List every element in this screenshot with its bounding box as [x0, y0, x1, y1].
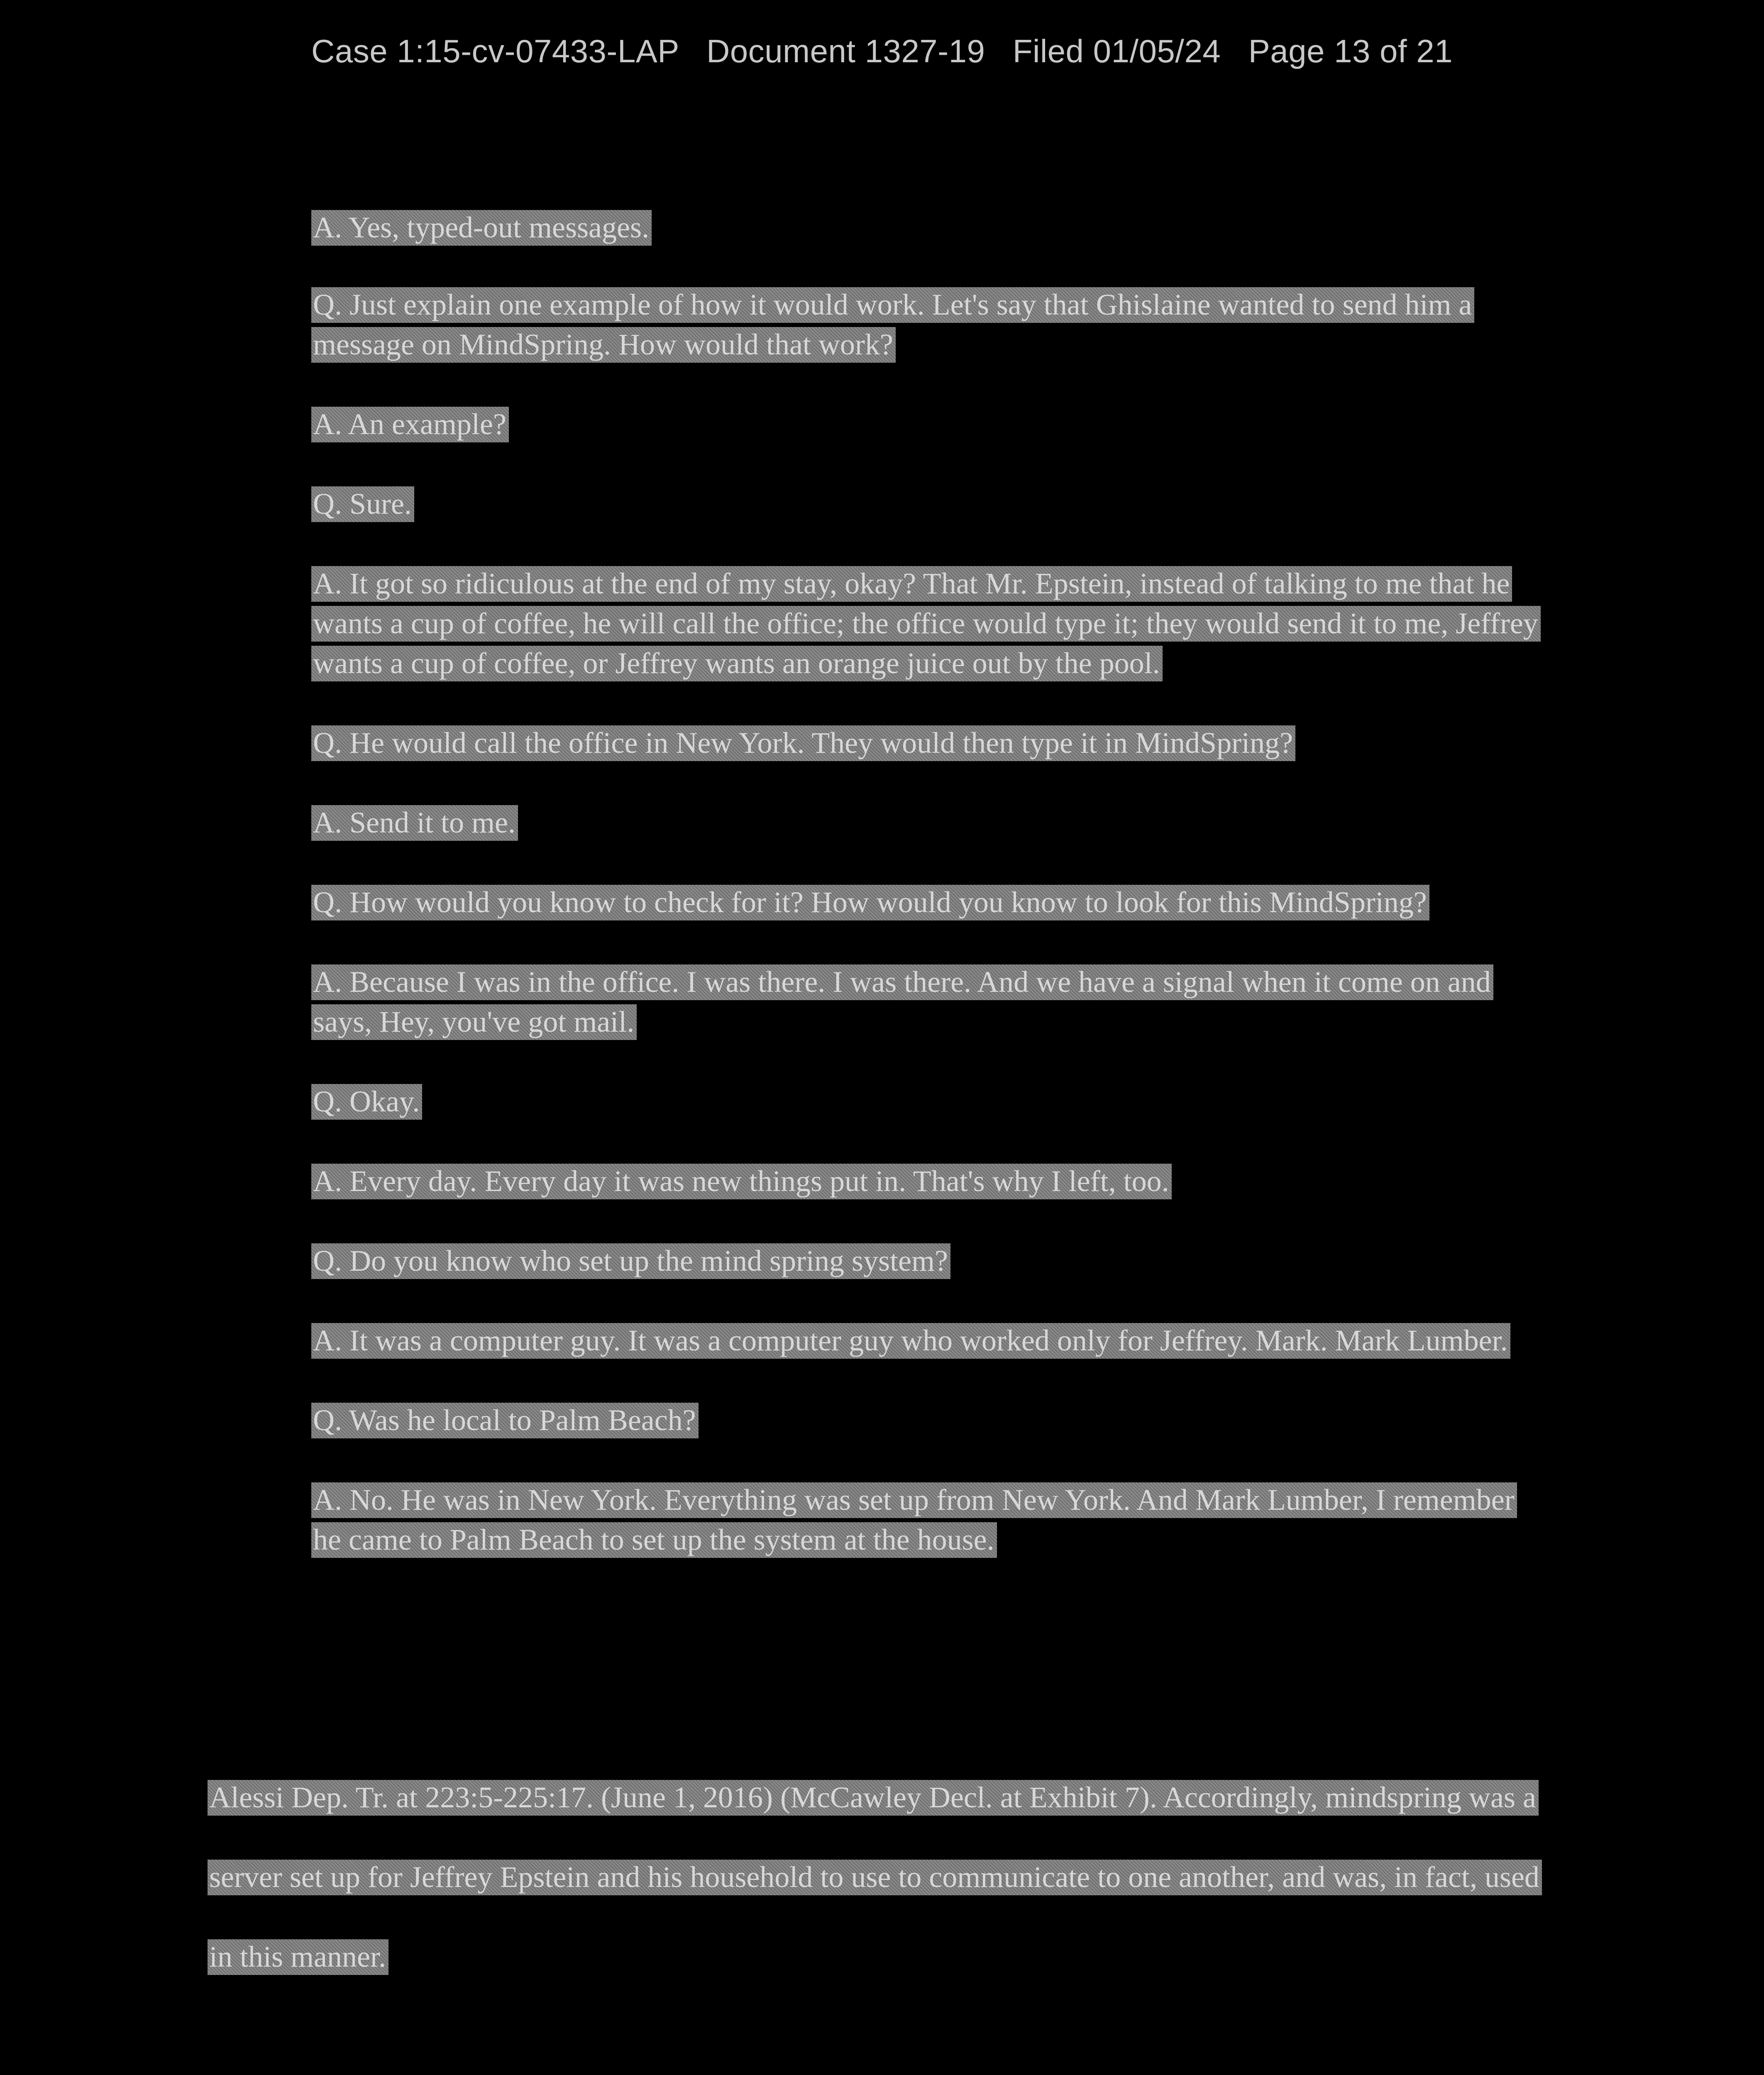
transcript-line — [311, 882, 1548, 922]
transcript-text: Was he local to Palm Beach? — [349, 1404, 696, 1437]
transcript-line — [311, 962, 1548, 1042]
speaker-label: Q. — [313, 487, 342, 520]
speaker-label: Q. — [313, 288, 342, 321]
transcript-line — [311, 723, 1548, 763]
transcript-text: It was a computer guy. It was a computer guy who worked only for Jeffrey. Mark. Mark Lumber. — [349, 1324, 1508, 1357]
transcript-line — [311, 1241, 1548, 1281]
transcript-line — [311, 208, 1548, 247]
transcript-line — [311, 285, 1548, 364]
speaker-label: Q. — [313, 1404, 342, 1437]
transcript-text: Because I was in the office. I was there. I was there. And we have a signal when it come on and says, Hey, you've got mail. — [313, 965, 1491, 1038]
court-filing-header — [0, 32, 1764, 70]
transcript-line — [311, 1081, 1548, 1121]
speaker-label: A. — [313, 1164, 342, 1198]
page-of-total: Page 13 of 21 — [1248, 33, 1453, 69]
speaker-label: Q. — [313, 886, 342, 919]
transcript-text: Okay. — [349, 1085, 420, 1118]
transcript-line — [311, 404, 1548, 444]
speaker-label: Q. — [313, 726, 342, 759]
speaker-label: A. — [313, 965, 342, 998]
case-number: Case 1:15-cv-07433-LAP — [311, 33, 679, 69]
transcript-text: Every day. Every day it was new things put in. That's why I left, too. — [349, 1164, 1169, 1198]
body-paragraph — [208, 1758, 1552, 1997]
speaker-label: A. — [313, 1324, 342, 1357]
transcript-text: It got so ridiculous at the end of my stay, okay? That Mr. Epstein, instead of talking to me that he wants a cup of coffee, he will call the office; the office would type it; they would send it to me, Jeffrey wants a cup of coffee, or Jeffrey wants an orange juice out by the pool. — [313, 567, 1538, 680]
speaker-label: Q. — [313, 1244, 342, 1277]
transcript-line — [311, 1400, 1548, 1440]
transcript-text: Do you know who set up the mind spring system? — [349, 1244, 948, 1277]
transcript-line — [311, 1321, 1548, 1360]
body-paragraph-text: Alessi Dep. Tr. at 223:5-225:17. (June 1, 2016) (McCawley Decl. at Exhibit 7). Accordingly, mindspring was a server set up for Jeffrey Epstein and his household to use to communicate to one another, and was, in fact, used in this manner. — [208, 1780, 1542, 1975]
speaker-label: A. — [313, 408, 342, 441]
speaker-label: A. — [313, 211, 342, 244]
transcript-text: Send it to me. — [349, 806, 516, 839]
transcript-text: Sure. — [349, 487, 412, 520]
transcript-line — [311, 803, 1548, 842]
transcript-line — [311, 484, 1548, 524]
filed-date: Filed 01/05/24 — [1012, 33, 1221, 69]
transcript-text: Yes, typed-out messages. — [348, 211, 649, 244]
speaker-label: Q. — [313, 1085, 342, 1118]
transcript-text: No. He was in New York. Everything was set up from New York. And Mark Lumber, I remember he came to Palm Beach to set up the system at the house. — [313, 1483, 1515, 1556]
speaker-label: A. — [313, 567, 342, 600]
deposition-excerpt — [311, 208, 1548, 1599]
speaker-label: A. — [313, 1483, 342, 1516]
document-number: Document 1327-19 — [706, 33, 985, 69]
transcript-line — [311, 564, 1548, 683]
transcript-text: An example? — [348, 408, 506, 441]
transcript-text: He would call the office in New York. They would then type it in MindSpring? — [349, 726, 1293, 759]
transcript-line — [311, 1161, 1548, 1201]
transcript-text: How would you know to check for it? How would you know to look for this MindSpring? — [349, 886, 1427, 919]
speaker-label: A. — [313, 806, 342, 839]
transcript-line — [311, 1480, 1548, 1560]
transcript-text: Just explain one example of how it would work. Let's say that Ghislaine wanted to send him a message on MindSpring. How would that work? — [313, 288, 1472, 361]
